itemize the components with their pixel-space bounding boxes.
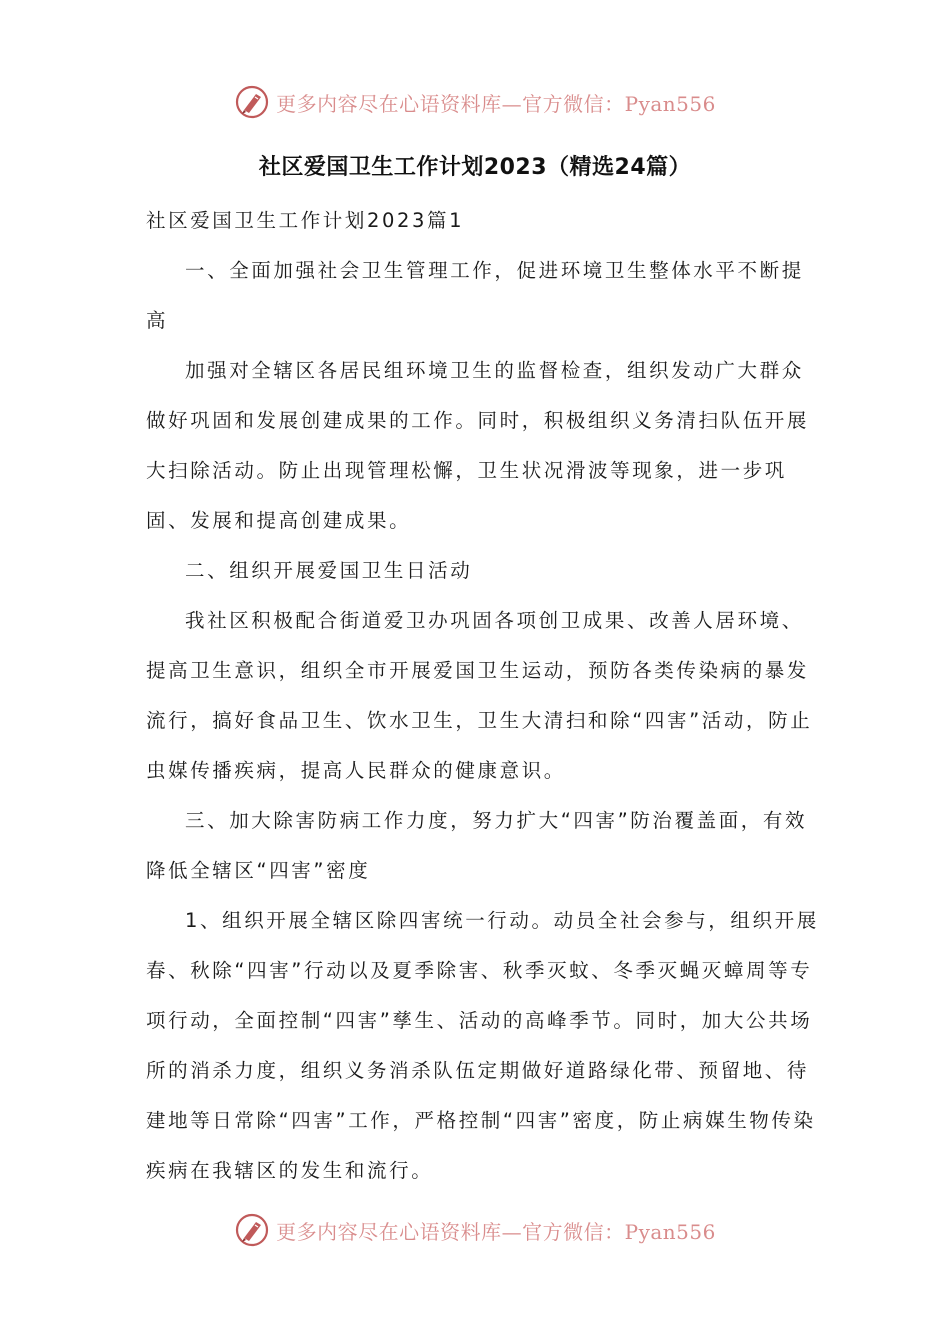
header-banner-inner (234, 84, 716, 120)
footer-banner-text: 更多内容尽在心语资料库—官方微信：Pyan556 (276, 1219, 716, 1244)
paragraph-section-2-body: 我社区积极配合街道爱卫办巩固各项创卫成果、改善人居环境、提高卫生意识，组织全市开展爱国卫生运动，预防各类传染病的暴发流行，搞好食品卫生、饮水卫生，卫生大清扫和除“四害”活动，防止虫媒传播疾病，提高人民群众的健康意识。 (146, 609, 813, 782)
pen-nib-logo-icon (234, 1212, 270, 1248)
document-subtitle: 社区爱国卫生工作计划2023篇1 (146, 209, 465, 232)
paragraph-section-1-body: 加强对全辖区各居民组环境卫生的监督检查，组织发动广大群众做好巩固和发展创建成果的工作。同时，积极组织义务清扫队伍开展大扫除活动。防止出现管理松懈，卫生状况滑波等现象，进一步巩固、发展和提高创建成果。 (146, 359, 810, 532)
document-title: 社区爱国卫生工作计划2023（精选24篇） (258, 155, 692, 180)
document-body (146, 196, 822, 1196)
footer-banner (0, 1210, 950, 1250)
paragraph-section-2-heading: 二、组织开展爱国卫生日活动 (185, 559, 473, 582)
header-banner (0, 82, 950, 122)
paragraph-section-3-heading: 三、加大除害防病工作力度，努力扩大“四害”防治覆盖面，有效降低全辖区“四害”密度 (146, 809, 808, 882)
footer-banner-inner (234, 1212, 716, 1248)
paragraph-section-1-heading: 一、全面加强社会卫生管理工作，促进环境卫生整体水平不断提高 (146, 259, 804, 332)
header-banner-text: 更多内容尽在心语资料库—官方微信：Pyan556 (276, 91, 716, 116)
pen-nib-logo-icon (234, 84, 270, 120)
paragraph-section-3-item-1: 1、组织开展全辖区除四害统一行动。动员全社会参与，组织开展春、秋除“四害”行动以及夏季除害、秋季灭蚊、冬季灭蝇灭蟑周等专项行动，全面控制“四害”孳生、活动的高峰季节。同时，加大公共场所的消杀力度，组织义务消杀队伍定期做好道路绿化带、预留地、待建地等日常除“四害”工作，严格控制“四害”密度，防止病媒生物传染疾病在我辖区的发生和流行。 (146, 909, 819, 1182)
